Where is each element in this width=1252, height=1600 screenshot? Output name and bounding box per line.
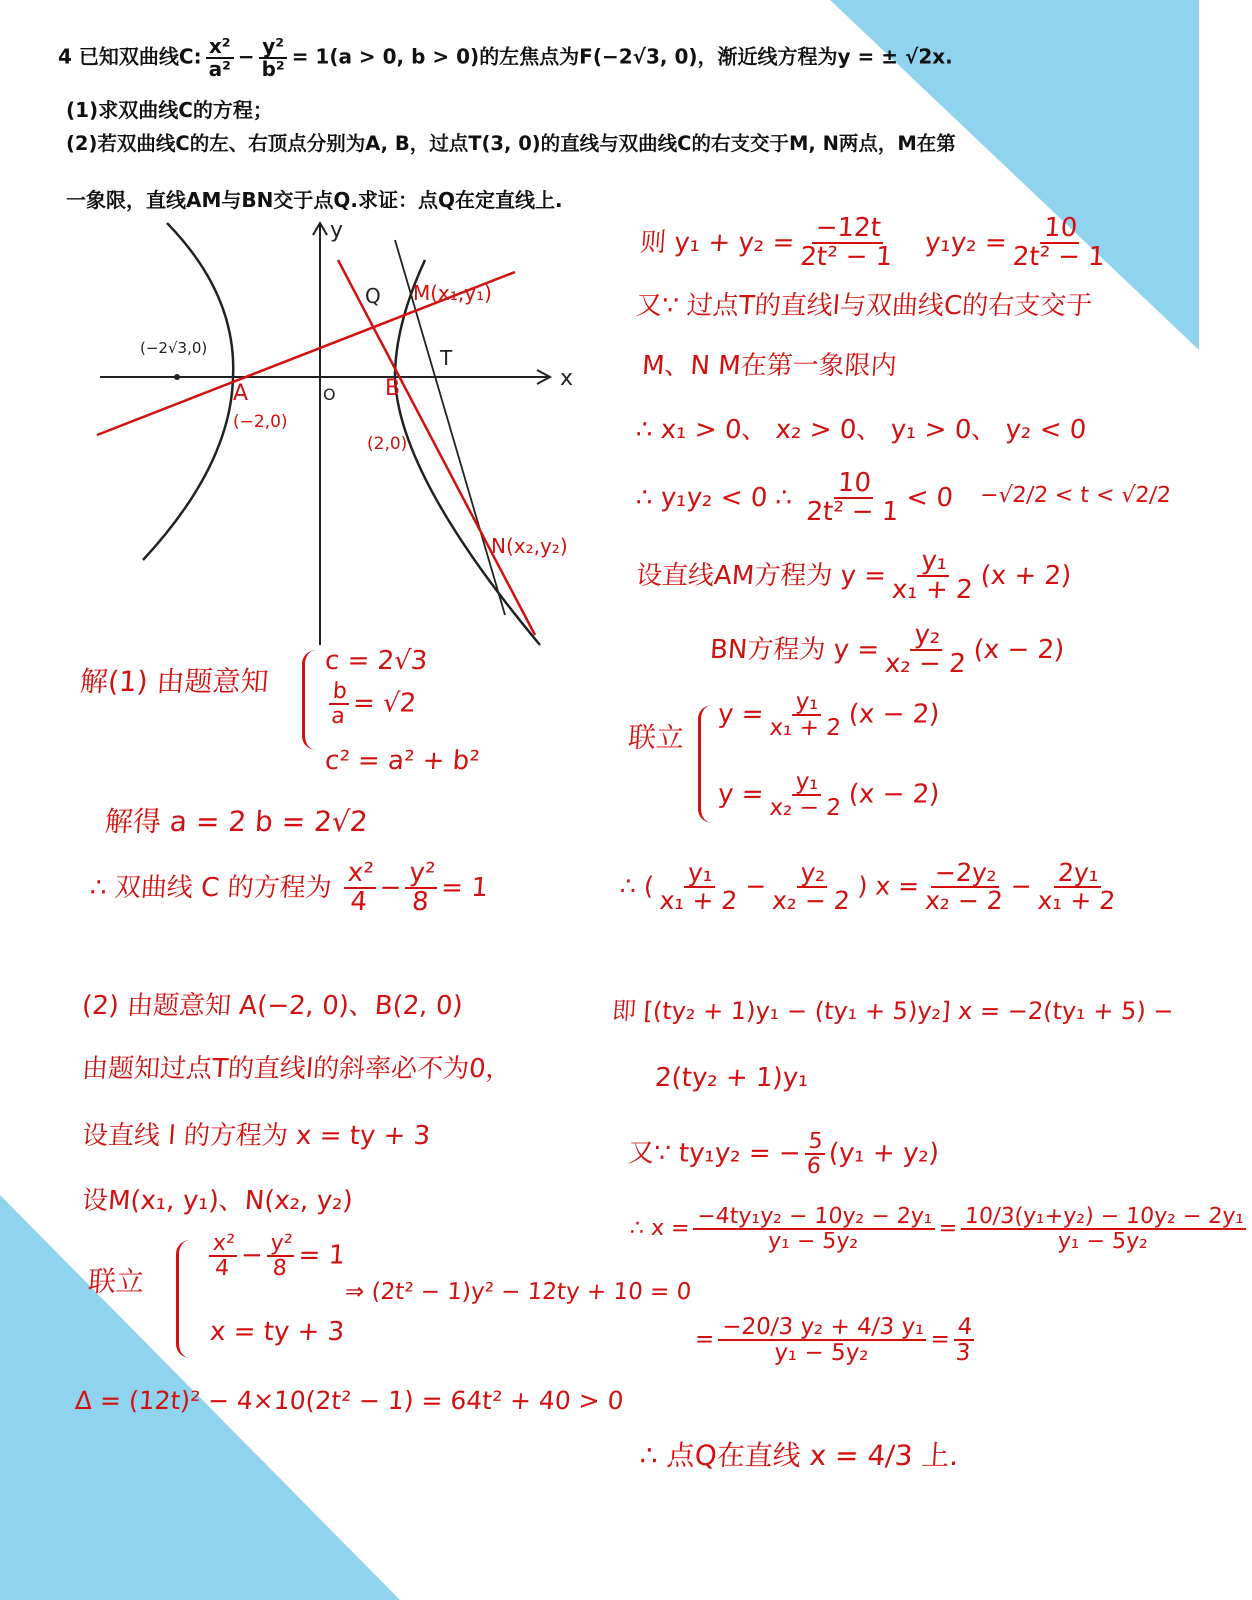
solved-values: 解得 a = 2 b = 2√2 (103, 805, 369, 838)
point-B-coord: (2,0) (367, 434, 408, 454)
sys1-line3: c² = a² + b² (323, 746, 481, 776)
y-axis-label: y (330, 218, 344, 243)
sys3-brace (698, 705, 715, 823)
right-line-3: M、N M在第一象限内 (640, 351, 898, 381)
problem-part-1: (1)求双曲线C的方程； (66, 98, 273, 122)
conclusion: ∴ 点Q在直线 x = 4/3 上. (638, 1439, 960, 1472)
point-T-label: T (440, 346, 453, 370)
sys2-result: ⇒ (2t² − 1)y² − 12ty + 10 = 0 (344, 1279, 693, 1305)
point-A-coord: (−2,0) (233, 412, 288, 432)
stem-frac-x: $\frac{\text{x²}}{\text{a²}}$ (206, 36, 234, 80)
discriminant: Δ = (12t)² − 4×10(2t² − 1) = 64t² + 40 > 0 (74, 1386, 625, 1415)
right-branch (395, 260, 540, 645)
sys2-brace (176, 1240, 193, 1358)
part2-line1: (2) 由题意知 A(−2, 0)、B(2, 0) (80, 991, 464, 1021)
sys1-brace (302, 650, 319, 750)
left-branch (143, 223, 233, 560)
focus-label: (−2√3,0) (140, 339, 208, 357)
hyperbola-equation: ∴ 双曲线 C 的方程为 $\frac{\text{x²}}{4}$ − $\frac{\text{y²}}{8}$ = 1 (88, 858, 489, 918)
origin-label: O (323, 385, 336, 404)
vieta-sum: 则 y₁ + y₂ = $\frac{-12t}{\text{2t² − 1}}$ (638, 213, 894, 273)
sys1-line1: c = 2√3 (323, 646, 429, 676)
right-line-10: 2(ty₂ + 1)y₁ (653, 1063, 810, 1093)
point-M-label: M(x₁,y₁) (413, 281, 492, 305)
right-line-8: ∴ ( $\frac{\text{y₁}}{\text{x₁ + 2}}$ − $\frac{\text{y₂}}{\text{x₂ − 2}}$ ) x = $\frac{\text{−2y₂}}{\text{x₂ − 2}}$ − $\frac{\text{2y₁}}{\text{x₁ + 2}}$ (619, 858, 1117, 916)
problem-number-mark: 4 (58, 44, 79, 69)
lian-label-right: 联立 (626, 721, 686, 754)
line-AM-equation: 设直线AM方程为 y = $\frac{\text{y₁}}{\text{x₁ + 2}}$ (x + 2) (634, 546, 1073, 606)
point-B-label: B (385, 376, 401, 401)
part2-line2: 由题知过点T的直线l的斜率必不为0， (80, 1054, 513, 1084)
part2-line4: 设M(x₁, y₁)、N(x₂, y₂) (80, 1186, 354, 1216)
stem-frac-y: $\frac{\text{y²}}{\text{b²}}$ (259, 36, 288, 80)
right-line-12: ∴ x = $\frac{\text{−4ty₁y₂ − 10y₂ − 2y₁}}{\text{y₁ − 5y₂}}$ = $\frac{\text{10/3(y₁+y₂) − 10y₂ − 2y₁}}{\text{y₁ − 5y₂}}$ (628, 1205, 1252, 1253)
point-A-label: A (233, 381, 249, 406)
sys2-line1: $\frac{\text{x²}}{4}$ − $\frac{\text{y²}}{8}$ = 1 (203, 1232, 346, 1280)
x-axis-label: x (560, 366, 574, 391)
line-BN-equation: BN方程为 y = $\frac{\text{y₂}}{\text{x₂ − 2}}$ (x − 2) (708, 620, 1066, 680)
problem-part-2-line-1: (2)若双曲线C的左、右顶点分别为A, B，过点T(3, 0)的直线与双曲线C的右支交于M, N两点，M在第 (66, 132, 956, 155)
right-line-4: ∴ x₁ > 0、 x₂ > 0、 y₁ > 0、 y₂ < 0 (634, 415, 1088, 445)
right-line-13: = $\frac{\text{−20/3 y₂ + 4/3 y₁}}{\text{y₁ − 5y₂}}$ = $\frac{4}{3}$ (693, 1315, 980, 1365)
problem-part-2-line-2: 一象限，直线AM与BN交于点Q.求证：点Q在定直线上. (66, 188, 563, 212)
right-line-5: ∴ y₁y₂ < 0 ∴ $\frac{10}{\text{2t² − 1}}$ < 0 (634, 468, 955, 528)
point-Q-label: Q (365, 284, 381, 308)
sys1-line2: $\frac{b}{a}$ = √2 (330, 679, 418, 730)
right-line-9: 即 [(ty₂ + 1)y₁ − (ty₁ + 5)y₂] x = −2(ty₁ + 5) − (611, 997, 1175, 1025)
t-range: −√2/2 < t < √2/2 (979, 483, 1172, 508)
point-N-label: N(x₂,y₂) (491, 534, 568, 558)
vieta-product: y₁y₂ = $\frac{10}{\text{2t² − 1}}$ (923, 213, 1106, 273)
lian-label-left: 联立 (86, 1265, 146, 1298)
part2-line3: 设直线 l 的方程为 x = ty + 3 (80, 1121, 432, 1151)
sys3-line2: y = $\frac{\text{y₁}}{\text{x₂ − 2}}$ (x − 2) (716, 769, 941, 822)
hyperbola-figure (95, 215, 615, 655)
focus-point (174, 374, 180, 380)
sys3-line1: y = $\frac{\text{y₁}}{\text{x₁ + 2}}$ (x − 2) (716, 689, 941, 742)
sys2-line2: x = ty + 3 (208, 1317, 346, 1347)
sol1-label: 解(1) 由题意知 (78, 665, 270, 698)
right-line-11: 又∵ ty₁y₂ = − $\frac{5}{6}$ (y₁ + y₂) (626, 1129, 941, 1180)
right-line-2: 又∵ 过点T的直线l与双曲线C的右支交于 (634, 291, 1094, 321)
problem-stem: 4 已知双曲线C: $\frac{\text{x²}}{\text{a²}}$ − $\frac{\text{y²}}{\text{b²}}$ = 1(a > 0, b > 0)的左焦点为F(−2√3, 0)，渐近线方程为y = ± √2x. (58, 34, 953, 81)
